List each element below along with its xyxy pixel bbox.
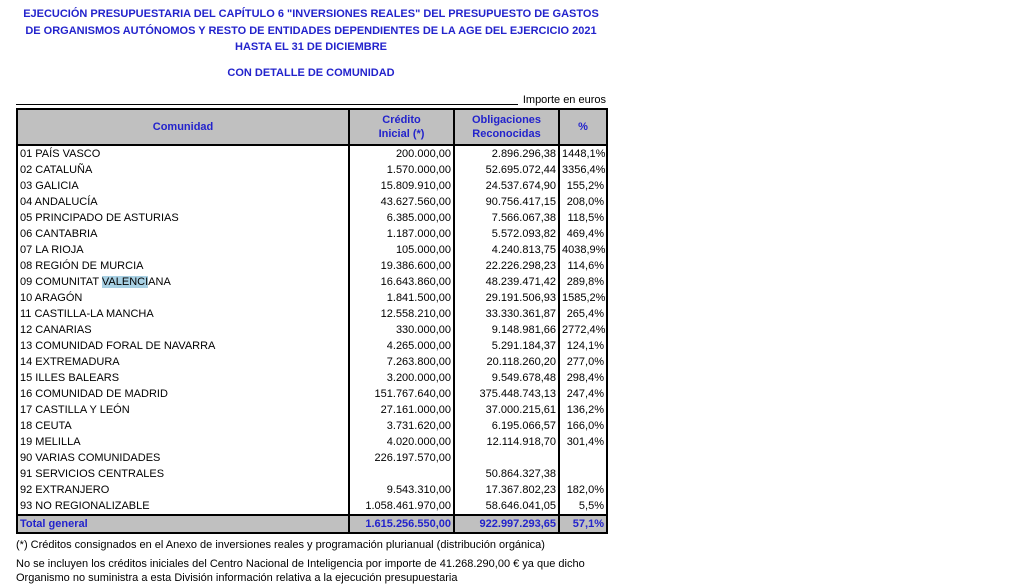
- cell-pct: [559, 450, 607, 466]
- total-label: Total general: [17, 515, 349, 533]
- table-row: [17, 498, 607, 515]
- cell-credito-inicial: 16.643.860,00: [349, 274, 454, 290]
- cell-pct: 301,4%: [559, 434, 607, 450]
- cell-pct: 298,4%: [559, 370, 607, 386]
- cell-pct: 265,4%: [559, 306, 607, 322]
- table-row: [17, 290, 607, 306]
- table-row: [17, 178, 607, 194]
- cell-comunidad: 02 CATALUÑA: [17, 162, 349, 178]
- table-row: [17, 194, 607, 210]
- cell-pct: 136,2%: [559, 402, 607, 418]
- cell-obligaciones: 9.148.981,66: [454, 322, 559, 338]
- table-row: [17, 306, 607, 322]
- table-row: [17, 434, 607, 450]
- cell-credito-inicial: 151.767.640,00: [349, 386, 454, 402]
- table-body: [17, 145, 607, 515]
- cell-obligaciones: 6.195.066,57: [454, 418, 559, 434]
- report-page: [16, 0, 606, 585]
- cell-obligaciones: 2.896.296,38: [454, 145, 559, 162]
- total-credito: 1.615.256.550,00: [349, 515, 454, 533]
- table-row: [17, 450, 607, 466]
- report-title: [16, 6, 606, 56]
- total-pct: 57,1%: [559, 515, 607, 533]
- cell-comunidad: 11 CASTILLA-LA MANCHA: [17, 306, 349, 322]
- table-row: [17, 226, 607, 242]
- cell-credito-inicial: 105.000,00: [349, 242, 454, 258]
- cell-comunidad: 90 VARIAS COMUNIDADES: [17, 450, 349, 466]
- cell-credito-inicial: 19.386.600,00: [349, 258, 454, 274]
- footnote-asterisk: (*) Créditos consignados en el Anexo de inversiones reales y programación plurianual (distribución orgánica): [16, 539, 606, 553]
- cell-pct: 469,4%: [559, 226, 607, 242]
- budget-table: [16, 108, 608, 534]
- cell-credito-inicial: 1.187.000,00: [349, 226, 454, 242]
- cell-comunidad: 04 ANDALUCÍA: [17, 194, 349, 210]
- title-line-2: DE ORGANISMOS AUTÓNOMOS Y RESTO DE ENTIDADES DEPENDIENTES DE LA AGE DEL EJERCICIO 2021: [16, 23, 606, 40]
- cell-pct: 155,2%: [559, 178, 607, 194]
- cell-obligaciones: 22.226.298,23: [454, 258, 559, 274]
- cell-comunidad: 05 PRINCIPADO DE ASTURIAS: [17, 210, 349, 226]
- units-note-row: [16, 94, 606, 107]
- cell-pct: 3356,4%: [559, 162, 607, 178]
- cell-comunidad: 09 COMUNITAT VALENCIANA: [17, 274, 349, 290]
- total-obligaciones: 922.997.293,65: [454, 515, 559, 533]
- cell-comunidad: 07 LA RIOJA: [17, 242, 349, 258]
- cell-comunidad: 10 ARAGÓN: [17, 290, 349, 306]
- cell-credito-inicial: 3.731.620,00: [349, 418, 454, 434]
- cell-comunidad: 15 ILLES BALEARS: [17, 370, 349, 386]
- table-row: [17, 466, 607, 482]
- cell-obligaciones: 29.191.506,93: [454, 290, 559, 306]
- cell-credito-inicial: 226.197.570,00: [349, 450, 454, 466]
- table-row: [17, 386, 607, 402]
- cell-obligaciones: 5.291.184,37: [454, 338, 559, 354]
- total-row: [17, 515, 607, 533]
- header-credito-inicial: [349, 109, 454, 145]
- cell-credito-inicial: 15.809.910,00: [349, 178, 454, 194]
- cell-pct: 208,0%: [559, 194, 607, 210]
- cell-obligaciones: 90.756.417,15: [454, 194, 559, 210]
- table-row: [17, 258, 607, 274]
- cell-obligaciones: [454, 450, 559, 466]
- table-row: [17, 418, 607, 434]
- cell-comunidad: 17 CASTILLA Y LEÓN: [17, 402, 349, 418]
- footnotes: [16, 539, 606, 585]
- cell-comunidad: 92 EXTRANJERO: [17, 482, 349, 498]
- cell-pct: 4038,9%: [559, 242, 607, 258]
- cell-obligaciones: 33.330.361,87: [454, 306, 559, 322]
- cell-pct: 5,5%: [559, 498, 607, 515]
- cell-comunidad: 93 NO REGIONALIZABLE: [17, 498, 349, 515]
- table-row: [17, 274, 607, 290]
- table-row: [17, 322, 607, 338]
- cell-pct: 247,4%: [559, 386, 607, 402]
- header-comunidad-label: Comunidad: [18, 120, 348, 134]
- cell-pct: 182,0%: [559, 482, 607, 498]
- table-row: [17, 242, 607, 258]
- cell-obligaciones: 7.566.067,38: [454, 210, 559, 226]
- cell-credito-inicial: 9.543.310,00: [349, 482, 454, 498]
- cell-pct: 114,6%: [559, 258, 607, 274]
- cell-credito-inicial: 1.841.500,00: [349, 290, 454, 306]
- cell-credito-inicial: 6.385.000,00: [349, 210, 454, 226]
- cell-credito-inicial: 3.200.000,00: [349, 370, 454, 386]
- header-comunidad: [17, 109, 349, 145]
- table-footer: [17, 515, 607, 533]
- title-line-3: HASTA EL 31 DE DICIEMBRE: [16, 39, 606, 56]
- horizontal-rule: [16, 104, 518, 105]
- cell-pct: 1585,2%: [559, 290, 607, 306]
- cell-credito-inicial: 7.263.800,00: [349, 354, 454, 370]
- header-obligaciones-line1: Obligaciones: [455, 113, 558, 127]
- cell-obligaciones: 50.864.327,38: [454, 466, 559, 482]
- cell-comunidad: 08 REGIÓN DE MURCIA: [17, 258, 349, 274]
- report-subtitle: CON DETALLE DE COMUNIDAD: [16, 65, 606, 81]
- cell-obligaciones: 48.239.471,42: [454, 274, 559, 290]
- cell-obligaciones: 20.118.260,20: [454, 354, 559, 370]
- table-row: [17, 402, 607, 418]
- cell-obligaciones: 375.448.743,13: [454, 386, 559, 402]
- cell-comunidad: 18 CEUTA: [17, 418, 349, 434]
- cell-credito-inicial: 43.627.560,00: [349, 194, 454, 210]
- cell-credito-inicial: 4.020.000,00: [349, 434, 454, 450]
- cell-comunidad: 13 COMUNIDAD FORAL DE NAVARRA: [17, 338, 349, 354]
- header-obligaciones: [454, 109, 559, 145]
- table-row: [17, 145, 607, 162]
- cell-comunidad: 14 EXTREMADURA: [17, 354, 349, 370]
- cell-obligaciones: 37.000.215,61: [454, 402, 559, 418]
- cell-comunidad: 19 MELILLA: [17, 434, 349, 450]
- header-obligaciones-line2: Reconocidas: [455, 127, 558, 141]
- cell-credito-inicial: 330.000,00: [349, 322, 454, 338]
- cell-obligaciones: 17.367.802,23: [454, 482, 559, 498]
- header-pct: [559, 109, 607, 145]
- cell-pct: 166,0%: [559, 418, 607, 434]
- title-line-1: EJECUCIÓN PRESUPUESTARIA DEL CAPÍTULO 6 "INVERSIONES REALES" DEL PRESUPUESTO DE GASTOS: [16, 6, 606, 23]
- cell-comunidad: 06 CANTABRIA: [17, 226, 349, 242]
- cell-obligaciones: 58.646.041,05: [454, 498, 559, 515]
- cell-credito-inicial: 1.570.000,00: [349, 162, 454, 178]
- units-note: Importe en euros: [518, 94, 606, 107]
- header-row: [17, 109, 607, 145]
- cell-obligaciones: 9.549.678,48: [454, 370, 559, 386]
- cell-pct: 1448,1%: [559, 145, 607, 162]
- table-row: [17, 210, 607, 226]
- cell-comunidad: 16 COMUNIDAD DE MADRID: [17, 386, 349, 402]
- cell-comunidad: 91 SERVICIOS CENTRALES: [17, 466, 349, 482]
- table-row: [17, 354, 607, 370]
- cell-credito-inicial: 27.161.000,00: [349, 402, 454, 418]
- cell-credito-inicial: 4.265.000,00: [349, 338, 454, 354]
- cell-pct: 289,8%: [559, 274, 607, 290]
- cell-pct: 118,5%: [559, 210, 607, 226]
- header-credito-line1: Crédito: [350, 113, 453, 127]
- table-header: [17, 109, 607, 145]
- cell-obligaciones: 12.114.918,70: [454, 434, 559, 450]
- cell-pct: 277,0%: [559, 354, 607, 370]
- header-pct-label: %: [560, 120, 606, 134]
- table-row: [17, 162, 607, 178]
- cell-credito-inicial: [349, 466, 454, 482]
- search-highlight: VALENCI: [102, 276, 148, 288]
- cell-comunidad: 12 CANARIAS: [17, 322, 349, 338]
- table-row: [17, 370, 607, 386]
- cell-pct: 2772,4%: [559, 322, 607, 338]
- cell-credito-inicial: 12.558.210,00: [349, 306, 454, 322]
- table-row: [17, 338, 607, 354]
- cell-pct: 124,1%: [559, 338, 607, 354]
- cell-pct: [559, 466, 607, 482]
- cell-credito-inicial: 1.058.461.970,00: [349, 498, 454, 515]
- table-row: [17, 482, 607, 498]
- cell-obligaciones: 4.240.813,75: [454, 242, 559, 258]
- header-credito-line2: Inicial (*): [350, 127, 453, 141]
- cell-obligaciones: 24.537.674,90: [454, 178, 559, 194]
- cell-obligaciones: 52.695.072,44: [454, 162, 559, 178]
- cell-comunidad: 01 PAÍS VASCO: [17, 145, 349, 162]
- cell-credito-inicial: 200.000,00: [349, 145, 454, 162]
- cell-obligaciones: 5.572.093,82: [454, 226, 559, 242]
- footnote-cni: No se incluyen los créditos iniciales del Centro Nacional de Inteligencia por importe de 41.268.290,00 € ya que dicho Organismo no suministra a esta División información relativa a la ejecución presupuestaria: [16, 558, 606, 585]
- cell-comunidad: 03 GALICIA: [17, 178, 349, 194]
